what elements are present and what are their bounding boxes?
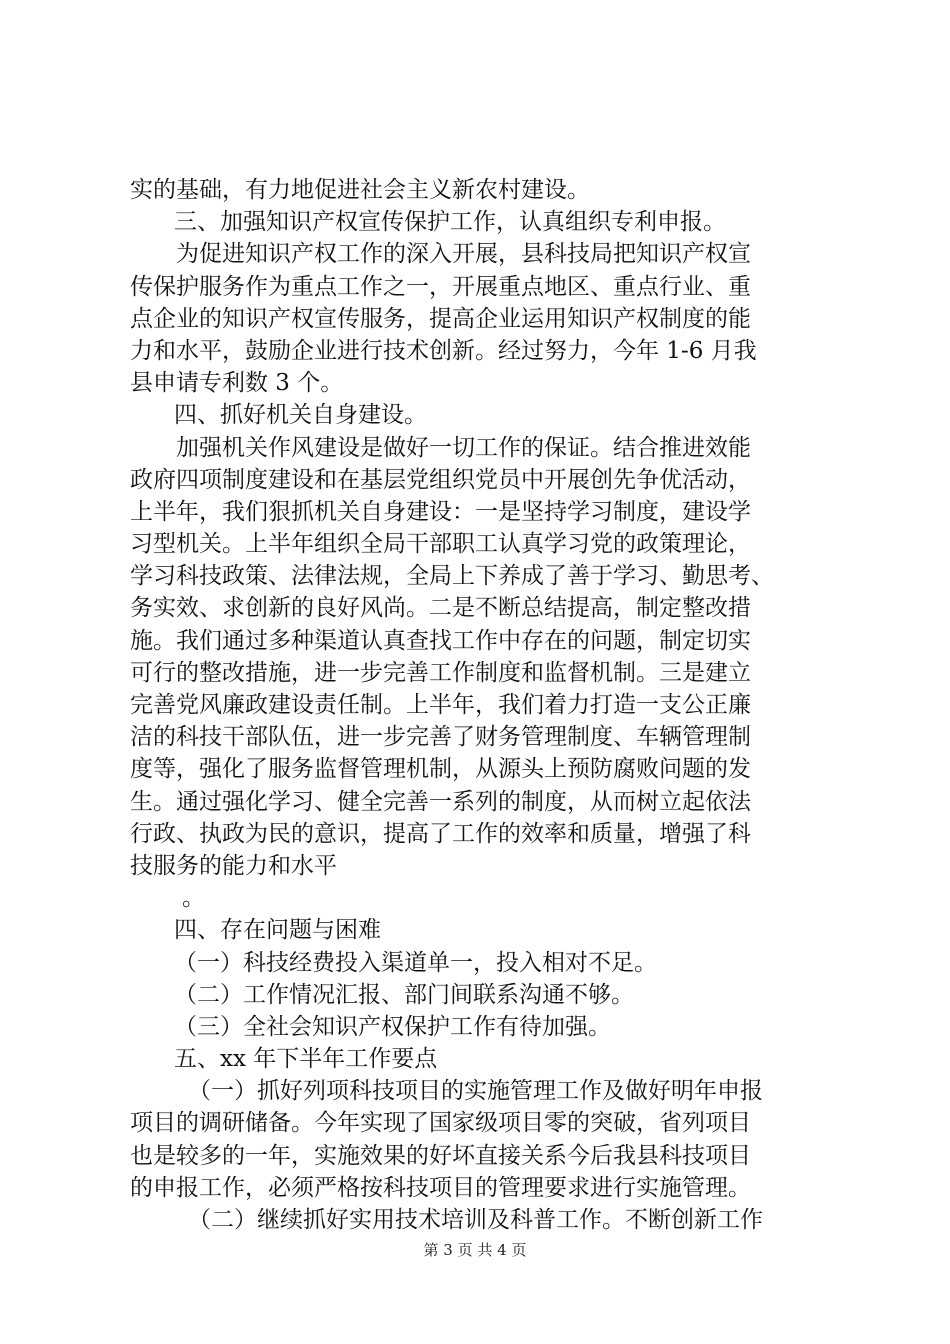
list-item: （二）工作情况汇报、部门间联系沟通不够。 [174,981,634,1008]
text-line: 为促进知识产权工作的深入开展，县科技局把知识产权宣 [176,241,751,268]
list-item: （二）继续抓好实用技术培训及科普工作。不断创新工作 [188,1207,763,1233]
text-line: 学习科技政策、法律法规，全局上下养成了善于学习、勤思考、 [130,563,774,590]
text-line: 县申请专利数 3 个。 [130,370,344,397]
text-line: 度等，强化了服务监督管理机制，从源头上预防腐败问题的发 [130,756,751,783]
text-line: 的申报工作，必须严格按科技项目的管理要求进行实施管理。 [130,1174,751,1201]
text-line: 务实效、求创新的良好风尚。二是不断总结提高，制定整改措 [130,595,751,622]
text-line: 。 [182,885,205,912]
section-heading: 五、xx 年下半年工作要点 [174,1046,438,1073]
text-line: 习型机关。上半年组织全局干部职工认真学习党的政策理论， [130,531,751,558]
text-line: 完善党风廉政建设责任制。上半年，我们着力打造一支公正廉 [130,692,751,718]
section-heading: 三、加强知识产权宣传保护工作，认真组织专利申报。 [174,209,726,236]
text-line: 行政、执政为民的意识，提高了工作的效率和质量，增强了科 [130,820,751,847]
text-line: 上半年，我们狠抓机关自身建设：一是坚持学习制度，建设学 [130,498,751,525]
text-line: 点企业的知识产权宣传服务，提高企业运用知识产权制度的能 [130,305,751,332]
text-line: 传保护服务作为重点工作之一，开展重点地区、重点行业、重 [130,273,751,300]
text-line: 实的基础，有力地促进社会主义新农村建设。 [130,177,590,203]
text-line: 可行的整改措施，进一步完善工作制度和监督机制。三是建立 [130,659,751,686]
text-line: 力和水平，鼓励企业进行技术创新。经过努力，今年 1-6 月我 [130,337,757,364]
text-line: 政府四项制度建设和在基层党组织党员中开展创先争优活动， [130,466,751,493]
text-line: 加强机关作风建设是做好一切工作的保证。结合推进效能 [176,434,751,461]
list-item: （一）科技经费投入渠道单一，投入相对不足。 [174,949,657,976]
list-item: （一）抓好列项科技项目的实施管理工作及做好明年申报 [188,1078,763,1105]
list-item: （三）全社会知识产权保护工作有待加强。 [174,1013,611,1040]
text-line: 洁的科技干部队伍，进一步完善了财务管理制度、车辆管理制 [130,724,751,751]
text-line: 项目的调研储备。今年实现了国家级项目零的突破，省列项目 [130,1110,751,1137]
document-body [130,174,830,1236]
text-line: 施。我们通过多种渠道认真查找工作中存在的问题，制定切实 [130,627,751,654]
text-line: 技服务的能力和水平 [130,852,337,879]
text-line: 也是较多的一年，实施效果的好坏直接关系今后我县科技项目 [130,1142,751,1169]
section-heading: 四、存在问题与困难 [174,917,381,944]
text-line: 生。通过强化学习、健全完善一系列的制度，从而树立起依法 [130,788,751,815]
page-footer: 第 3 页 共 4 页 [423,1241,527,1259]
section-heading: 四、抓好机关自身建设。 [174,402,427,429]
